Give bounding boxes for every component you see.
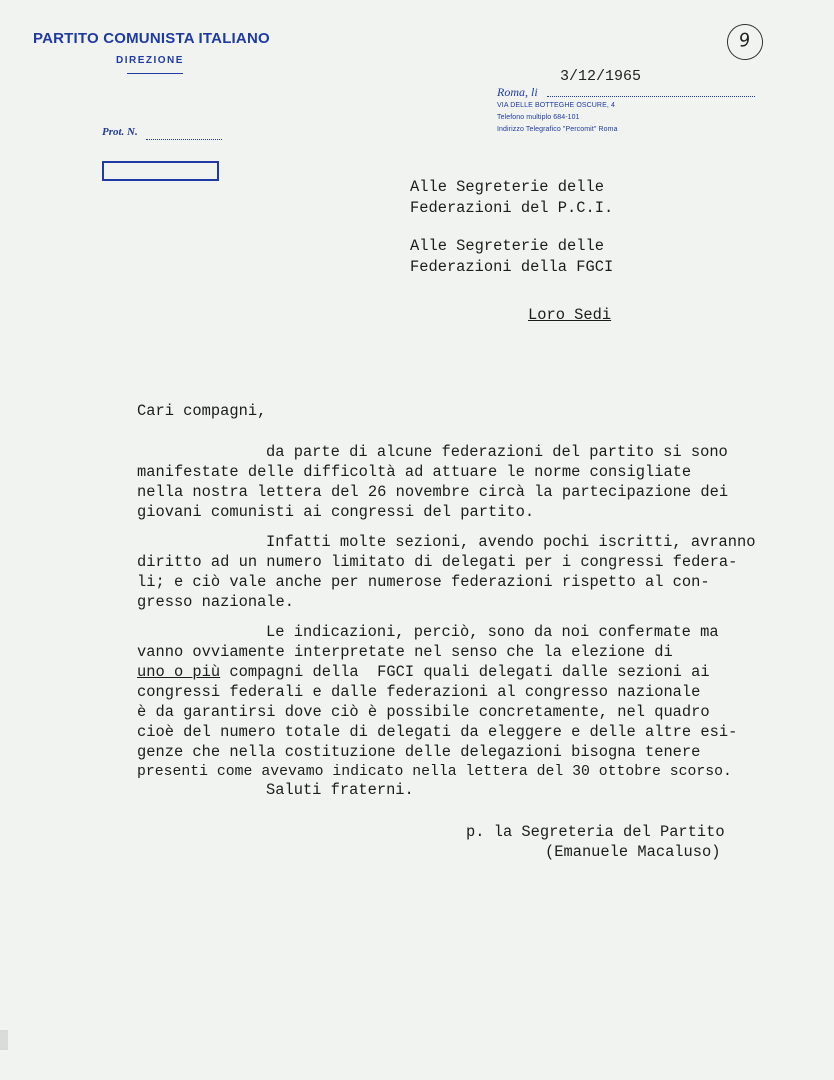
paragraph-line: gresso nazionale. bbox=[137, 593, 295, 611]
date-line bbox=[547, 96, 755, 97]
greeting: Cari compagni, bbox=[137, 402, 267, 420]
paragraph-line: Infatti molte sezioni, avendo pochi iscritti, avranno bbox=[266, 533, 756, 551]
telegraph-line: Indirizzo Telegrafico "Percomit" Roma bbox=[497, 126, 618, 133]
prot-number-line bbox=[146, 139, 222, 140]
scan-edge-mark bbox=[0, 1030, 8, 1050]
letterhead-rule bbox=[127, 73, 183, 74]
recipient-line: Alle Segreterie delle bbox=[410, 237, 604, 255]
recipient-line: Alle Segreterie delle bbox=[410, 178, 604, 196]
paragraph-line: da parte di alcune federazioni del partito si sono bbox=[266, 443, 728, 461]
recipient-line: Federazioni del P.C.I. bbox=[410, 199, 614, 217]
paragraph-line: presenti come avevamo indicato nella lettera del 30 ottobre scorso. bbox=[137, 764, 732, 780]
loro-sedi: Loro Sedi bbox=[528, 306, 612, 324]
line-text: compagni della FGCI quali delegati dalle sezioni ai bbox=[220, 663, 710, 681]
paragraph-line: è da garantirsi dove ciò è possibile concretamente, nel quadro bbox=[137, 703, 710, 721]
closing: Saluti fraterni. bbox=[266, 781, 414, 799]
paragraph-line: cioè del numero totale di delegati da eleggere e delle altre esi- bbox=[137, 723, 738, 741]
address-line: VIA DELLE BOTTEGHE OSCURE, 4 bbox=[497, 102, 615, 109]
department-name: DIREZIONE bbox=[116, 55, 184, 66]
signature-line: p. la Segreteria del Partito bbox=[466, 823, 725, 841]
page-number-stamp: 9 bbox=[725, 22, 766, 63]
prot-label: Prot. N. bbox=[102, 126, 138, 138]
paragraph-line: diritto ad un numero limitato di delegati per i congressi federa- bbox=[137, 553, 738, 571]
paragraph-line bbox=[137, 662, 710, 682]
paragraph-line: congressi federali e dalle federazioni al congresso nazionale bbox=[137, 683, 701, 701]
paragraph-line: li; e ciò vale anche per numerose federazioni rispetto al con- bbox=[137, 573, 710, 591]
paragraph-line: Le indicazioni, perciò, sono da noi confermate ma bbox=[266, 623, 719, 641]
paragraph-line: nella nostra lettera del 26 novembre circà la partecipazione dei bbox=[137, 483, 729, 501]
prot-box bbox=[102, 161, 219, 181]
party-name: PARTITO COMUNISTA ITALIANO bbox=[33, 30, 270, 47]
letter-date: 3/12/1965 bbox=[560, 68, 642, 85]
paragraph-line: vanno ovviamente interpretate nel senso che la elezione di bbox=[137, 643, 673, 661]
signature-name: (Emanuele Macaluso) bbox=[545, 843, 721, 861]
recipient-line: Federazioni della FGCI bbox=[410, 258, 614, 276]
paragraph-line: giovani comunisti ai congressi del partito. bbox=[137, 503, 535, 521]
paragraph-line: genze che nella costituzione delle delegazioni bisogna tenere bbox=[137, 743, 701, 761]
paragraph-line: manifestate delle difficoltà ad attuare le norme consigliate bbox=[137, 463, 692, 481]
underlined-phrase: uno o più bbox=[137, 663, 221, 681]
place-label: Roma, li bbox=[497, 85, 538, 99]
phone-line: Telefono multiplo 684-101 bbox=[497, 114, 580, 121]
